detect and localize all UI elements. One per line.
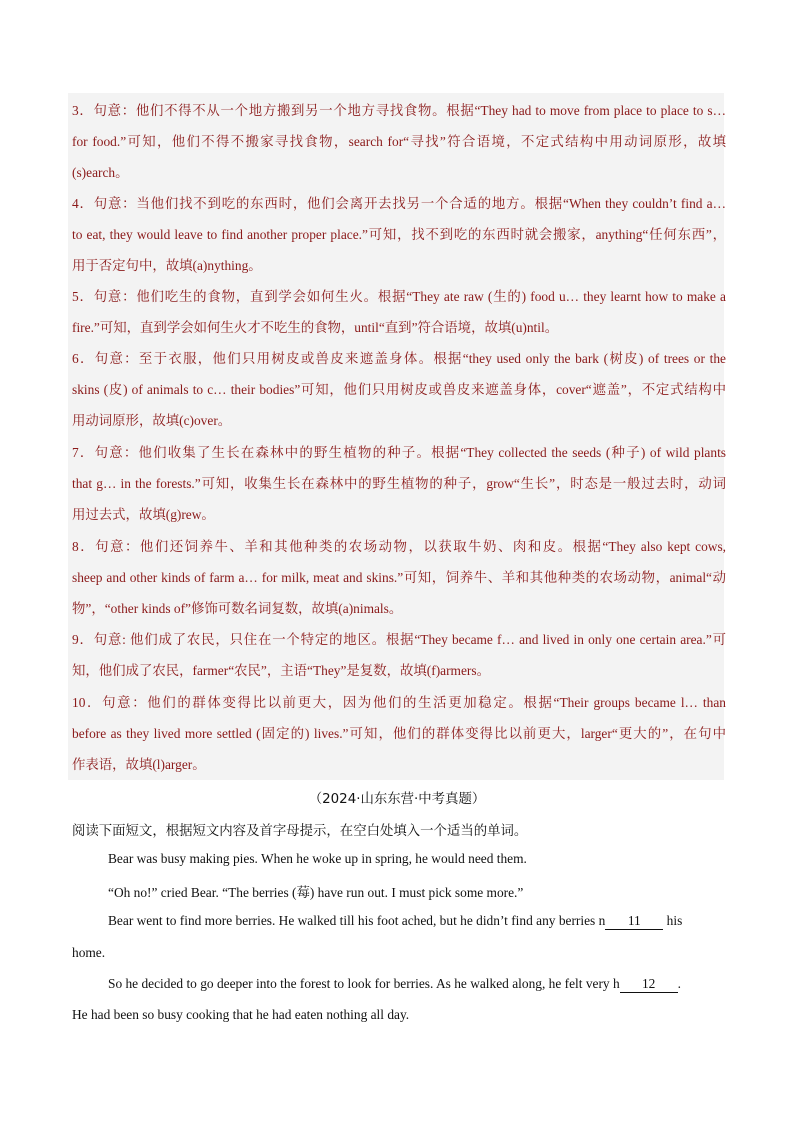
passage-paragraph-1: Bear was busy making pies. When he woke up in spring, he would need them. xyxy=(108,851,527,866)
answer-10-line-3: 作表语，故填(l)arger。 xyxy=(72,757,206,772)
passage-paragraph-4 xyxy=(108,976,681,993)
passage-paragraph-3 xyxy=(108,913,718,930)
answer-4-line-2: to eat, they would leave to find another proper place.”可知，找不到吃的东西时就会搬家，anything“任何东西”， xyxy=(72,227,726,242)
instruction-text: 阅读下面短文，根据短文内容及首字母提示，在空白处填入一个适当的单词。 xyxy=(72,824,528,839)
passage-paragraph-4-cont: He had been so busy cooking that he had eaten nothing all day. xyxy=(72,1007,410,1022)
answer-4-line-1: 4．句意：当他们找不到吃的东西时，他们会离开去找另一个合适的地方。根据“When they couldn’t find a… xyxy=(72,196,726,211)
answer-7-line-2: that g… in the forests.”可知，收集生长在森林中的野生植物的种子，grow“生长”，时态是一般过去时，动词 xyxy=(72,476,726,491)
answer-10-line-1: 10．句意：他们的群体变得比以前更大，因为他们的生活更加稳定。根据“Their groups became l… than xyxy=(72,695,726,710)
answer-3-line-2: for food.”可知，他们不得不搬家寻找食物，search for“寻找”符合语境，不定式结构中用动词原形，故填 xyxy=(72,134,726,149)
passage-p3-tail: his xyxy=(663,913,683,928)
answer-8-line-1: 8．句意：他们还饲养牛、羊和其他种类的农场动物，以获取牛奶、肉和皮。根据“They also kept cows, xyxy=(72,539,726,554)
passage-p3-text: Bear went to find more berries. He walked till his foot ached, but he didn’t find any berries n xyxy=(108,913,606,928)
answer-3-line-1: 3．句意：他们不得不从一个地方搬到另一个地方寻找食物。根据“They had to move from place to place to s… xyxy=(72,103,726,118)
blank-11: 11 xyxy=(605,913,663,930)
answer-3-line-3: (s)earch。 xyxy=(72,165,129,180)
answer-9-line-2: 知，他们成了农民，farmer“农民”，主语“They”是复数，故填(f)armers。 xyxy=(72,663,490,678)
passage-paragraph-3-cont: home. xyxy=(72,945,106,960)
answer-6-line-1: 6．句意：至于衣服，他们只用树皮或兽皮来遮盖身体。根据“they used only the bark (树皮) of trees or the xyxy=(72,351,726,366)
blank-12: 12 xyxy=(620,976,678,993)
passage-paragraph-2: “Oh no!” cried Bear. “The berries (莓) have run out. I must pick some more.” xyxy=(108,885,524,900)
answer-10-line-2: before as they lived more settled (固定的) lives.”可知，他们的群体变得比以前更大，larger“更大的”，在句中 xyxy=(72,726,726,741)
answer-5-line-2: fire.”可知，直到学会如何生火才不吃生的食物，until“直到”符合语境，故填(u)ntil。 xyxy=(72,320,559,335)
passage-p4-text: So he decided to go deeper into the forest to look for berries. As he walked along, he felt very h xyxy=(108,976,620,991)
answer-8-line-3: 物”，“other kinds of”修饰可数名词复数，故填(a)nimals。 xyxy=(72,601,403,616)
answer-7-line-3: 用过去式，故填(g)rew。 xyxy=(72,507,215,522)
answer-6-line-3: 用动词原形，故填(c)over。 xyxy=(72,413,232,428)
answer-4-line-3: 用于否定句中，故填(a)nything。 xyxy=(72,258,262,273)
answer-7-line-1: 7．句意：他们收集了生长在森林中的野生植物的种子。根据“They collected the seeds (种子) of wild plants xyxy=(72,445,726,460)
exam-source-title: （2024·山东东营·中考真题） xyxy=(308,792,486,807)
answer-5-line-1: 5．句意：他们吃生的食物，直到学会如何生火。根据“They ate raw (生的) food u… they learnt how to make a xyxy=(72,289,726,304)
answer-9-line-1: 9．句意: 他们成了农民，只住在一个特定的地区。根据“They became f… and lived in only one certain area.”可 xyxy=(72,632,726,647)
passage-p4-tail: . xyxy=(677,976,682,991)
answer-8-line-2: sheep and other kinds of farm a… for milk, meat and skins.”可知，饲养牛、羊和其他种类的农场动物，animal“动 xyxy=(72,570,726,585)
answer-6-line-2: skins (皮) of animals to c… their bodies”可知，他们只用树皮或兽皮来遮盖身体，cover“遮盖”，不定式结构中 xyxy=(72,382,726,397)
